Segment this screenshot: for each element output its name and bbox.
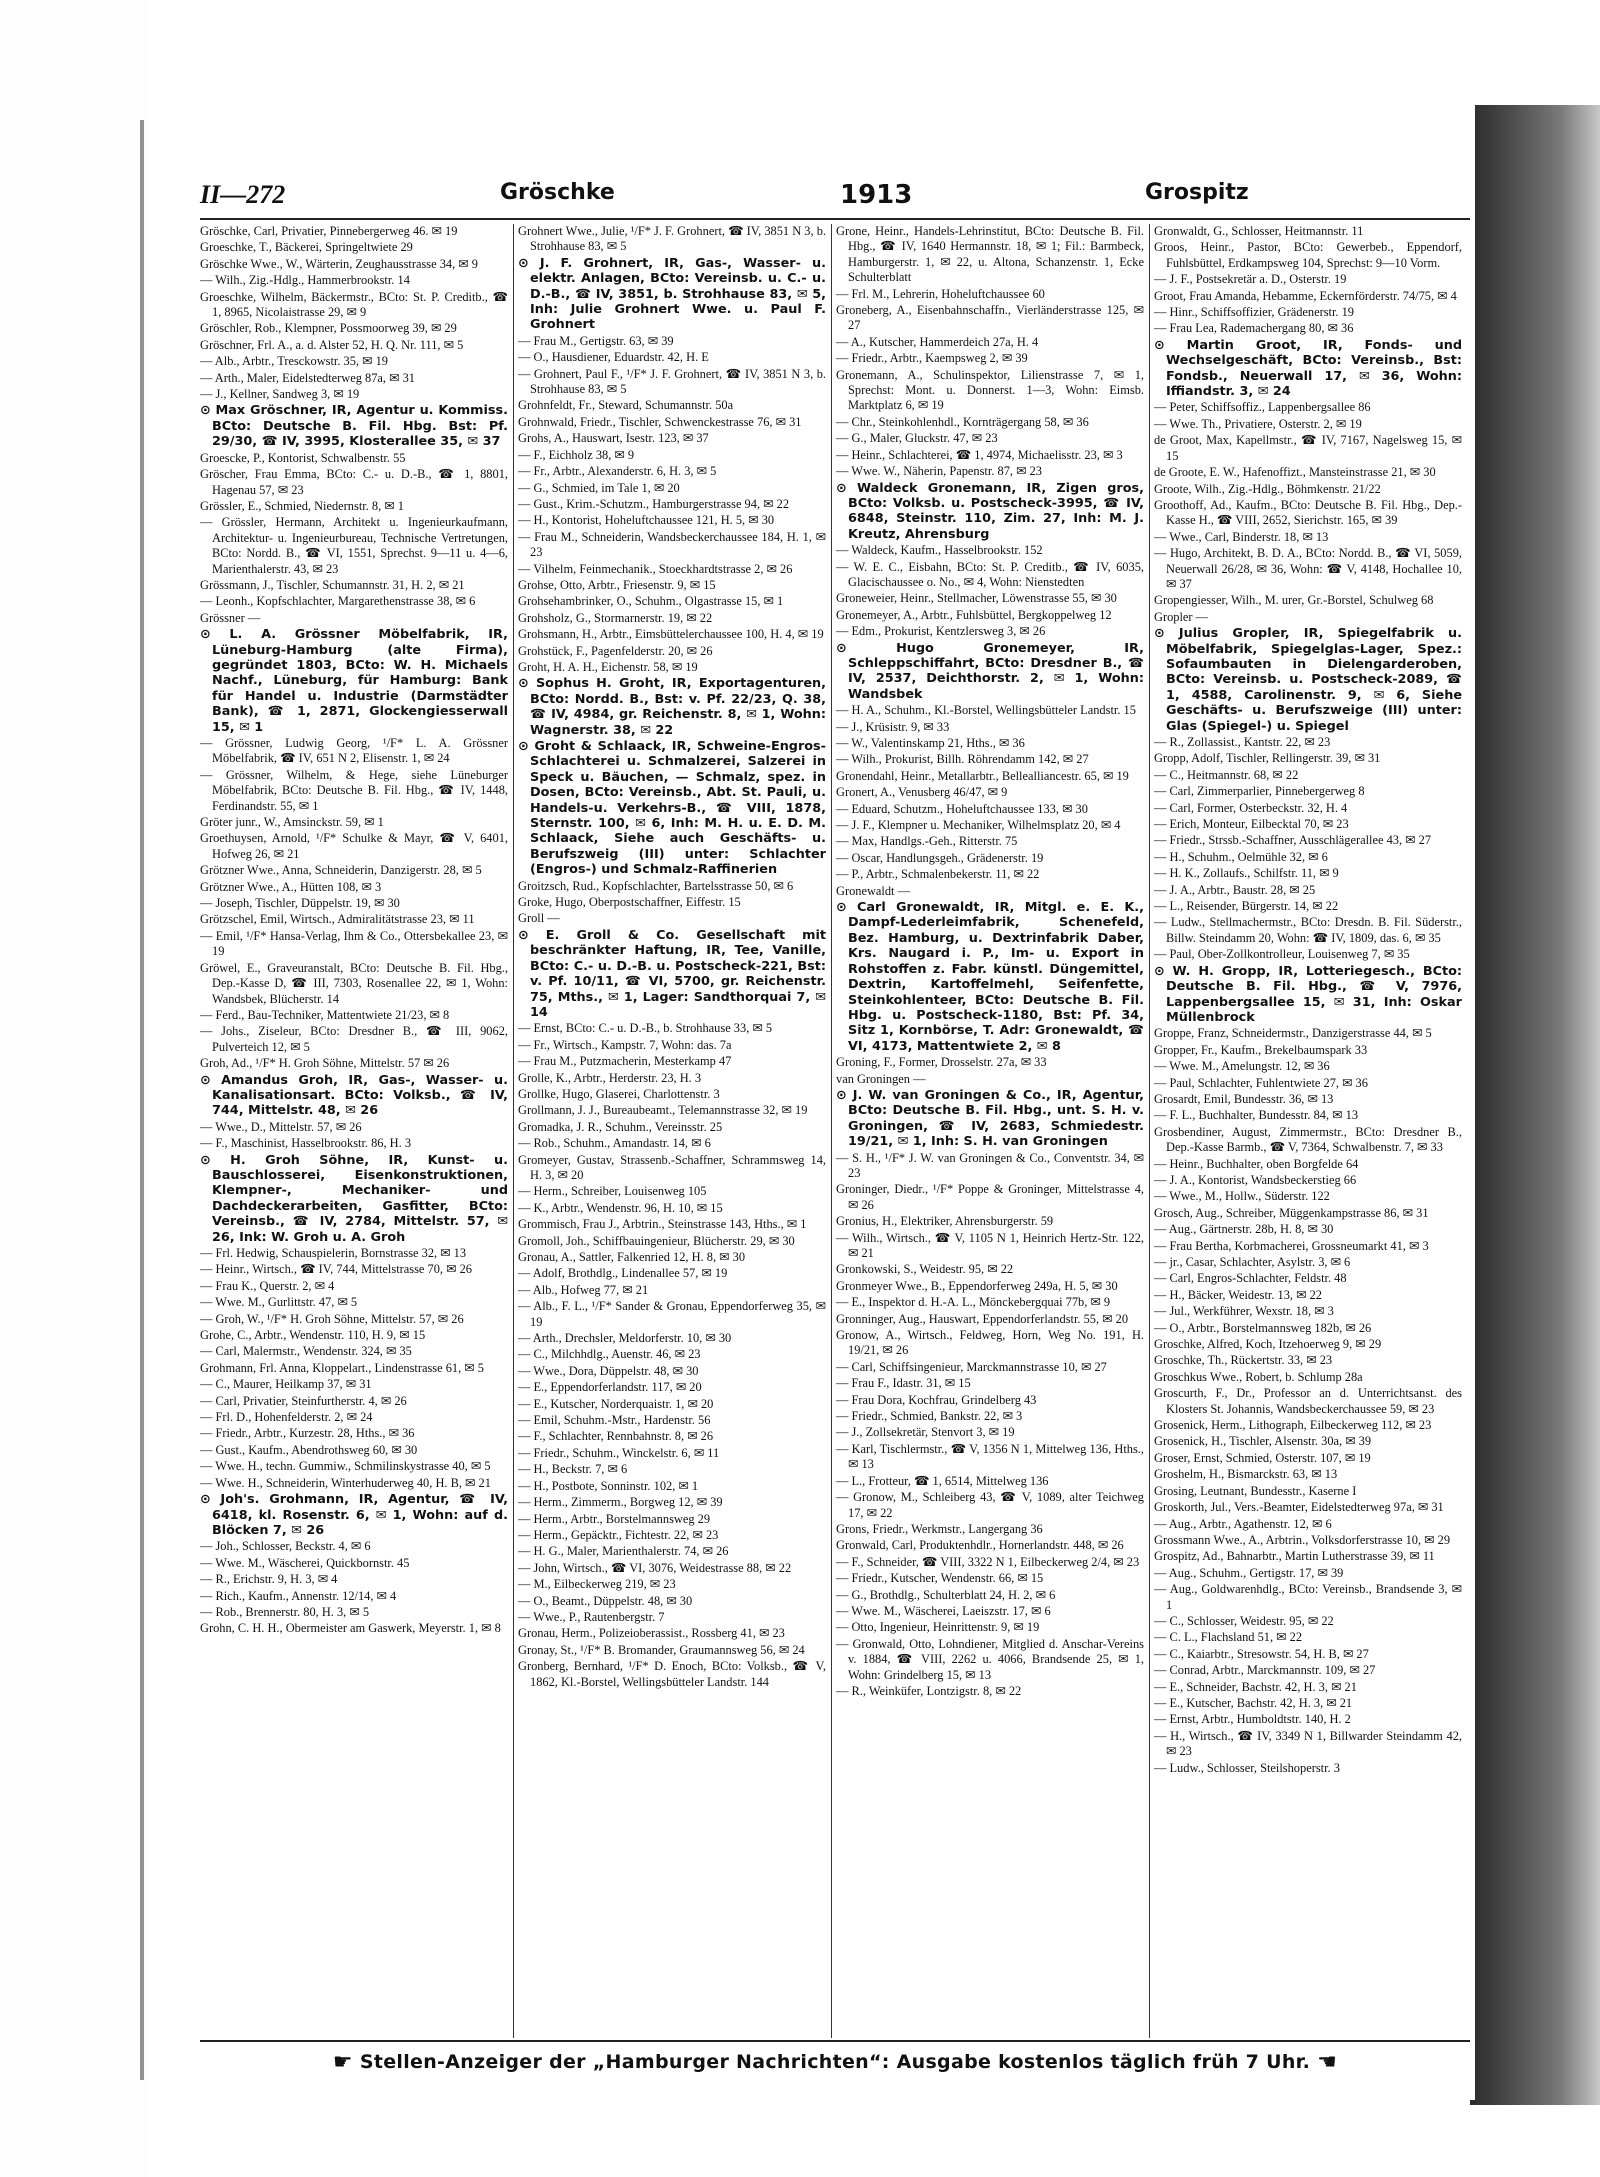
directory-entry: Grosenick, Herm., Lithograph, Eilbeckerweg 112, ✉ 23 <box>1154 1418 1432 1433</box>
directory-entry: — Gronwald, Otto, Lohndiener, Mitglied d. Anschar-Vereins v. 1884, ☎ VIII, 2262 u. 4066, Brandsende 25, ✉ 1, Wohn: Grindelberg 15, ✉ 13 <box>836 1636 1144 1682</box>
directory-entry: Gronberg, Bernhard, ¹/F* D. Enoch, BCto: Volksb., ☎ V, 1862, Kl.-Borstel, Wellingsbütteler Landstr. 144 <box>518 1659 826 1689</box>
directory-entry: — F., Schlachter, Rennbahnstr. 8, ✉ 26 <box>518 1429 714 1444</box>
directory-entry: ⊙ Sophus H. Groht, IR, Exportagenturen, BCto: Nordd. B., Bst: v. Pf. 22/23, Q. 38, ☎ IV, 4984, gr. Reichenstr. 8, ✉ 1, Wohn: Wagnerstr. 38, ✉ 22 <box>518 676 826 738</box>
directory-entry: — Herm., Gepäcktr., Fichtestr. 22, ✉ 23 <box>518 1527 719 1542</box>
directory-entry: — J. A., Arbtr., Baustr. 28, ✉ 25 <box>1154 882 1316 897</box>
directory-entry: Gronninger, Aug., Hauswart, Eppendorferlandstr. 55, ✉ 20 <box>836 1311 1129 1326</box>
directory-entry: Grosch, Aug., Schreiber, Müggenkampstrasse 86, ✉ 31 <box>1154 1205 1429 1220</box>
directory-entry: — Ferd., Bau-Techniker, Mattentwiete 21/23, ✉ 8 <box>200 1007 450 1022</box>
pointing-hand-right-icon: ☚ <box>1317 2050 1338 2075</box>
directory-entry: — Wilh., Prokurist, Billh. Röhrendamm 142, ✉ 27 <box>836 752 1089 767</box>
directory-entry: Gropp, Adolf, Tischler, Rellingerstr. 39, ✉ 31 <box>1154 751 1381 766</box>
directory-entry: — P., Arbtr., Schmalenbekerstr. 11, ✉ 22 <box>836 867 1040 882</box>
directory-entry: — R., Weinküfer, Lontzigstr. 8, ✉ 22 <box>836 1683 1022 1698</box>
directory-entry: — Eduard, Schutzm., Hoheluftchaussee 133, ✉ 30 <box>836 801 1088 816</box>
directory-entry: — Frau K., Querstr. 2, ✉ 4 <box>200 1278 335 1293</box>
directory-entry: — Joh., Schlosser, Beckstr. 4, ✉ 6 <box>200 1539 371 1554</box>
column-divider <box>1149 224 1150 2038</box>
directory-entry: Grössmann, J., Tischler, Schumannstr. 31, H. 2, ✉ 21 <box>200 577 465 592</box>
directory-entry: — O., Arbtr., Borstelmannsweg 182b, ✉ 26 <box>1154 1320 1372 1335</box>
directory-entry: Gronwald, Carl, Produktenhdlr., Hornerlandstr. 448, ✉ 26 <box>836 1538 1124 1553</box>
directory-entry: — Wilh., Wirtsch., ☎ V, 1105 N 1, Heinrich Hertz-Str. 122, ✉ 21 <box>836 1230 1144 1260</box>
directory-entry: — J. A., Kontorist, Wandsbeckerstieg 66 <box>1154 1172 1357 1187</box>
directory-entry: Groshelm, H., Bismarckstr. 63, ✉ 13 <box>1154 1467 1338 1482</box>
footer-rule <box>200 2040 1470 2042</box>
directory-entry: — Frau Bertha, Korbmacherei, Grossneumarkt 41, ✉ 3 <box>1154 1238 1429 1253</box>
column-divider <box>513 224 514 2038</box>
directory-entry: — Ludw., Stellmachermstr., BCto: Dresdn. B. Fil. Süderstr., Billw. Steindamm 20, Wohn: ☎ IV, 1809, das. 6, ✉ 35 <box>1154 915 1462 945</box>
directory-entry: — M., Eilbeckerweg 219, ✉ 23 <box>518 1577 676 1592</box>
directory-entry: — Fr., Arbtr., Alexanderstr. 6, H. 3, ✉ 5 <box>518 464 717 479</box>
directory-entry: Gromeyer, Gustav, Strassenb.-Schaffner, Schrammsweg 14, H. 3, ✉ 20 <box>518 1152 826 1182</box>
directory-entry: Groser, Ernst, Schmied, Osterstr. 107, ✉ 19 <box>1154 1450 1371 1465</box>
directory-entry: — J., Zollsekretär, Stenvort 3, ✉ 19 <box>836 1425 1015 1440</box>
directory-entry: — Frl. D., Hohenfelderstr. 2, ✉ 24 <box>200 1410 373 1425</box>
directory-entry: — H., Bäcker, Weidestr. 13, ✉ 22 <box>1154 1287 1322 1302</box>
directory-entry: — Grössner, Ludwig Georg, ¹/F* L. A. Grössner Möbelfabrik, ☎ IV, 651 N 2, Elisenstr. 1, ✉ 24 <box>200 736 508 766</box>
directory-entry: Grolle, K., Arbtr., Herderstr. 23, H. 3 <box>518 1070 702 1085</box>
directory-entry: — Grössler, Hermann, Architekt u. Ingenieurkaufmann, Architektur- u. Ingenieurbureau, Technische Vertretungen, BCto: Nordd. B., ☎ VI, 1551, Sprechst. 9—11 u. 4—6, Marienthalerstr. 43, ✉ 23 <box>200 515 508 576</box>
directory-entry: — Fr., Wirtsch., Kampstr. 7, Wohn: das. 7a <box>518 1037 732 1052</box>
directory-entry: — L., Frotteur, ☎ 1, 6514, Mittelweg 136 <box>836 1473 1049 1488</box>
directory-entry: — H., Postbote, Sonninstr. 102, ✉ 1 <box>518 1478 699 1493</box>
directory-page <box>150 100 1475 2100</box>
directory-entry: — E., Eppendorferlandstr. 117, ✉ 20 <box>518 1380 702 1395</box>
directory-entry: — Wwe., P., Rautenbergstr. 7 <box>518 1609 665 1624</box>
directory-entry: — G., Schmied, im Tale 1, ✉ 20 <box>518 480 680 495</box>
directory-entry: Gröschke Wwe., W., Wärterin, Zeughausstrasse 34, ✉ 9 <box>200 256 478 271</box>
directory-entry: Groot, Frau Amanda, Hebamme, Eckernförderstr. 74/75, ✉ 4 <box>1154 288 1457 303</box>
directory-entry: — H., Wirtsch., ☎ IV, 3349 N 1, Billwarder Steindamm 42, ✉ 23 <box>1154 1728 1462 1759</box>
directory-entry: — J. F., Klempner u. Mechaniker, Wilhelmsplatz 20, ✉ 4 <box>836 818 1121 833</box>
directory-entry: — Peter, Schiffsoffiz., Lappenbergsallee 86 <box>1154 400 1371 415</box>
directory-entry: — C., Heitmannstr. 68, ✉ 22 <box>1154 767 1299 782</box>
directory-entry: Grosing, Leutnant, Bundesstr., Kaserne I <box>1154 1483 1357 1498</box>
directory-entry: — F., Schneider, ☎ VIII, 3322 N 1, Eilbeckerweg 2/4, ✉ 23 <box>836 1554 1140 1569</box>
directory-entry: — H., Kontorist, Hoheluftchaussee 121, H. 5, ✉ 30 <box>518 513 775 528</box>
directory-entry: Gronay, St., ¹/F* B. Bromander, Graumannsweg 56, ✉ 24 <box>518 1642 805 1657</box>
footer-advert-text: Stellen-Anzeiger der „Hamburger Nachrichten“: Ausgabe kostenlos täglich früh 7 Uhr. <box>359 2051 1311 2073</box>
directory-entry: — Heinr., Buchhalter, oben Borgfelde 64 <box>1154 1156 1359 1171</box>
directory-entry: — Alb., Arbtr., Tresckowstr. 35, ✉ 19 <box>200 354 388 369</box>
directory-entry: — Rob., Brennerstr. 80, H. 3, ✉ 5 <box>200 1604 370 1619</box>
directory-entry: Grospitz, Ad., Bahnarbtr., Martin Lutherstrasse 39, ✉ 11 <box>1154 1549 1435 1564</box>
directory-entry: — Wwe. M., Wäscherei, Laeiszstr. 17, ✉ 6 <box>836 1603 1051 1618</box>
directory-entry: — Aug., Arbtr., Agathenstr. 12, ✉ 6 <box>1154 1516 1332 1531</box>
directory-entry: Groos, Heinr., Pastor, BCto: Gewerbeb., Eppendorf, Fuhlsbüttel, Erdkampsweg 104, Sprechst: 9—10 Vorm. <box>1154 240 1462 270</box>
directory-entry: Groitzsch, Rud., Kopfschlachter, Bartelsstrasse 50, ✉ 6 <box>518 878 794 893</box>
directory-entry: ⊙ Waldeck Gronemann, IR, Zigen gros, BCto: Volksb. u. Postscheck-3995, ☎ IV, 6848, Steinstr. 110, Zim. 27, Inh: M. J. Kreutz, Ahrensburg <box>836 480 1144 542</box>
directory-entry: Groneweier, Heinr., Stellmacher, Löwenstrasse 55, ✉ 30 <box>836 591 1117 606</box>
running-head <box>200 180 1470 216</box>
directory-entry: — Frl. M., Lehrerin, Hoheluftchaussee 60 <box>836 286 1045 301</box>
directory-entry: — Frau M., Schneiderin, Wandsbeckerchaussee 184, H. 1, ✉ 23 <box>518 529 826 560</box>
directory-entry: — Rob., Schuhm., Amandastr. 14, ✉ 6 <box>518 1136 711 1151</box>
directory-entry: — Wwe., Dora, Düppelstr. 48, ✉ 30 <box>518 1363 699 1378</box>
directory-entry: — Chr., Steinkohlenhdl., Kornträgergang 58, ✉ 36 <box>836 414 1089 429</box>
directory-entry: Grohnfeldt, Fr., Steward, Schumannstr. 50a <box>518 398 734 413</box>
directory-entry: Groht, H. A. H., Eichenstr. 58, ✉ 19 <box>518 659 698 674</box>
directory-entry: ⊙ H. Groh Söhne, IR, Kunst- u. Bauschlosserei, Eisenkonstruktionen, Klempner-, Mechaniker- und Dachdeckerarbeiten, Gasfitter, BCto: Vereinsb., ☎ IV, 2784, Mittelstr. 57, ✉ 26, Ink: W. Groh u. A. Groh <box>200 1152 508 1245</box>
directory-entry: Groschke, Alfred, Koch, Itzehoerweg 9, ✉ 29 <box>1154 1337 1382 1352</box>
directory-entry: Gronau, Herm., Polizeioberassist., Rossberg 41, ✉ 23 <box>518 1626 785 1641</box>
directory-entry: — Erich, Monteur, Eilbecktal 70, ✉ 23 <box>1154 817 1349 832</box>
directory-entry: — Wwe. H., Schneiderin, Winterhuderweg 40, H. B, ✉ 21 <box>200 1475 491 1490</box>
directory-entry: — L., Reisender, Bürgerstr. 14, ✉ 22 <box>1154 899 1339 914</box>
directory-entry: — Wwe. Th., Privatiere, Osterstr. 2, ✉ 19 <box>1154 416 1362 431</box>
directory-entry: — Aug., Goldwarenhdlg., BCto: Vereinsb., Brandsende 3, ✉ 1 <box>1154 1582 1462 1612</box>
directory-entry: Gronemann, A., Schulinspektor, Lilienstrasse 7, ✉ 1, Sprechst: Mont. u. Donnerst. 1—3, Wohn: Eimsb. Marktplatz 6, ✉ 19 <box>836 367 1144 413</box>
directory-entry: Grohstück, F., Pagenfelderstr. 20, ✉ 26 <box>518 643 713 658</box>
directory-entry: — O., Hausdiener, Eduardstr. 42, H. E <box>518 350 709 365</box>
directory-entry: — Gust., Kaufm., Abendrothsweg 60, ✉ 30 <box>200 1442 418 1457</box>
directory-entry: — Aug., Schuhm., Gertigstr. 17, ✉ 39 <box>1154 1565 1344 1580</box>
directory-entry: — Friedr., Arbtr., Kaempsweg 2, ✉ 39 <box>836 351 1028 366</box>
directory-entry: Gromoll, Joh., Schiffbauingenieur, Blücherstr. 29, ✉ 30 <box>518 1233 795 1248</box>
directory-entry: ⊙ Hugo Gronemeyer, IR, Schleppschiffahrt, BCto: Dresdner B., ☎ IV, 2537, Deichthorstr. 2, ✉ 1, Wohn: Wandsbek <box>836 640 1144 702</box>
directory-entry: — Frau F., Idastr. 31, ✉ 15 <box>836 1376 971 1391</box>
directory-entry: — Friedr., Kutscher, Wendenstr. 66, ✉ 15 <box>836 1571 1044 1586</box>
directory-entry: Gröter junr., W., Amsinckstr. 59, ✉ 1 <box>200 815 384 830</box>
directory-entry: ⊙ J. F. Grohnert, IR, Gas-, Wasser- u. elektr. Anlagen, BCto: Vereinsb. u. C.- u. D.-B., ☎ IV, 3851, b. Strohhause 83, ✉ 5, Inh: Julie Grohnert Wwe. u. Paul F. Grohnert <box>518 255 826 333</box>
directory-entry: — Aug., Gärtnerstr. 28b, H. 8, ✉ 30 <box>1154 1222 1334 1237</box>
column-divider <box>831 224 832 2038</box>
directory-entry: — K., Arbtr., Wendenstr. 96, H. 10, ✉ 15 <box>518 1200 723 1215</box>
directory-entry: — Ernst, BCto: C.- u. D.-B., b. Strohhause 33, ✉ 5 <box>518 1021 773 1036</box>
directory-entry: Grosbendiner, August, Zimmermstr., BCto: Dresdner B., Dep.-Kasse Barmb., ☎ V, 7364, Schwalbenstr. 7, ✉ 33 <box>1154 1124 1462 1155</box>
directory-entry: ⊙ W. H. Gropp, IR, Lotteriegesch., BCto: Deutsche B. Fil. Hbg., ☎ V, 7976, Lappenbergsallee 15, ✉ 31, Inh: Oskar Müllenbrock <box>1154 963 1462 1025</box>
directory-entry: Grötzschel, Emil, Wirtsch., Admiralitätstrasse 23, ✉ 11 <box>200 912 475 927</box>
directory-entry: Grommisch, Frau J., Arbtrin., Steinstrasse 143, Hths., ✉ 1 <box>518 1217 807 1232</box>
column-3 <box>836 224 1144 2038</box>
directory-entry: — Arth., Drechsler, Meldorferstr. 10, ✉ 30 <box>518 1331 732 1346</box>
directory-entry: van Groningen — <box>836 1071 926 1086</box>
directory-entry: — Edm., Prokurist, Kentzlersweg 3, ✉ 26 <box>836 624 1046 639</box>
directory-entry: Groskorth, Jul., Vers.-Beamter, Eidelstedterweg 97a, ✉ 31 <box>1154 1500 1444 1515</box>
directory-entry: Gröscher, Frau Emma, BCto: C.- u. D.-B., ☎ 1, 8801, Hagenau 57, ✉ 23 <box>200 467 508 497</box>
directory-entry: — R., Erichstr. 9, H. 3, ✉ 4 <box>200 1572 338 1587</box>
directory-entry: Gronendahl, Heinr., Metallarbtr., Bellealliancestr. 65, ✉ 19 <box>836 768 1129 783</box>
directory-entry: Grohsholz, G., Stormarnerstr. 19, ✉ 22 <box>518 610 713 625</box>
directory-entry: Gronau, A., Sattler, Falkenried 12, H. 8, ✉ 30 <box>518 1250 746 1264</box>
directory-entry: — Paul, Schlachter, Fuhlentwiete 27, ✉ 36 <box>1154 1075 1368 1090</box>
directory-entry: — Wwe. M., Amelungstr. 12, ✉ 36 <box>1154 1059 1330 1074</box>
directory-entry: — Herm., Schreiber, Louisenweg 105 <box>518 1184 707 1199</box>
directory-entry: — G., Brothdlg., Schulterblatt 24, H. 2, ✉ 6 <box>836 1587 1056 1602</box>
directory-entry: Grons, Friedr., Werkmstr., Langergang 36 <box>836 1521 1043 1536</box>
directory-entry: Gröschner, Frl. A., a. d. Alster 52, H. Q. Nr. 111, ✉ 5 <box>200 337 464 352</box>
directory-entry: — Frl. Hedwig, Schauspielerin, Bornstrasse 32, ✉ 13 <box>200 1246 467 1260</box>
directory-entry: — Leonh., Kopfschlachter, Margarethenstrasse 38, ✉ 6 <box>200 594 476 609</box>
column-2 <box>518 224 826 2038</box>
directory-entry: Grossmann Wwe., A., Arbtrin., Volksdorferstrasse 10, ✉ 29 <box>1154 1532 1451 1547</box>
directory-entry: — Hugo, Architekt, B. D. A., BCto: Nordd. B., ☎ VI, 5059, Neuerwall 26/28, ✉ 36, Wohn: ☎ V, 4148, Hochallee 10, ✉ 37 <box>1154 546 1462 591</box>
directory-entry: Groschkus Wwe., Robert, b. Schlump 28a <box>1154 1369 1363 1384</box>
directory-entry: — Joseph, Tischler, Düppelstr. 19, ✉ 30 <box>200 896 400 911</box>
directory-entry: ⊙ Julius Gropler, IR, Spiegelfabrik u. Möbelfabrik, Spiegelglas-Lager, Spez.: Sofaumbauten in Dielengarderoben, BCto: Vereinsb. u. Postscheck-2089, ☎ 1, 4588, Carolinenstr. 9, ✉ 6, Siehe Geschäfts- u. Berufszweige (III) unter: Glas (Spiegel-) u. Spiegel <box>1154 626 1462 734</box>
directory-entry: Gropper, Fr., Kaufm., Brekelbaumspark 33 <box>1154 1042 1368 1057</box>
directory-entry: — Herm., Arbtr., Borstelmannsweg 29 <box>518 1511 711 1526</box>
directory-entry: Grohs, A., Hauswart, Isestr. 123, ✉ 37 <box>518 431 709 446</box>
directory-entry: — Frau Lea, Rademachergang 80, ✉ 36 <box>1154 321 1354 336</box>
directory-entry: — Friedr., Schuhm., Winckelstr. 6, ✉ 11 <box>518 1445 720 1460</box>
book-gutter-shadow <box>1470 105 1600 2105</box>
first-entry-keyword: Gröschke <box>500 180 615 205</box>
directory-entry: — Wwe. M., Gurlittstr. 47, ✉ 5 <box>200 1295 358 1310</box>
directory-entry: — F. L., Buchhalter, Bundesstr. 84, ✉ 13 <box>1154 1108 1359 1123</box>
directory-entry: ⊙ Joh's. Grohmann, IR, Agentur, ☎ IV, 6418, kl. Rosenstr. 6, ✉ 1, Wohn: auf d. Blöcken 7, ✉ 26 <box>200 1492 508 1538</box>
directory-entry: — Carl, Malermstr., Wendenstr. 324, ✉ 35 <box>200 1344 412 1359</box>
directory-entry: Groppe, Franz, Schneidermstr., Danzigerstrasse 44, ✉ 5 <box>1154 1026 1432 1041</box>
directory-entry: Gronert, A., Venusberg 46/47, ✉ 9 <box>836 785 1008 800</box>
directory-entry: Grosardt, Emil, Bundesstr. 36, ✉ 13 <box>1154 1091 1334 1106</box>
page-number: II—272 <box>200 180 286 209</box>
directory-entry: — J., Kellner, Sandweg 3, ✉ 19 <box>200 387 360 402</box>
directory-entry: Groh, Ad., ¹/F* H. Groh Söhne, Mittelstr. 57 ✉ 26 <box>200 1056 450 1071</box>
directory-entry: Groeschke, Wilhelm, Bäckermstr., BCto: St. P. Creditb., ☎ 1, 8965, Nicolaistrasse 29, ✉ 9 <box>200 289 508 320</box>
directory-entry: — Carl, Engros-Schlachter, Feldstr. 48 <box>1154 1271 1347 1286</box>
directory-entry: — Carl, Privatier, Steinfurtherstr. 4, ✉ 26 <box>200 1393 407 1408</box>
directory-entry: Grötzner Wwe., A., Hütten 108, ✉ 3 <box>200 879 382 894</box>
directory-entry: Groninger, Diedr., ¹/F* Poppe & Groninger, Mittelstrasse 4, ✉ 26 <box>836 1182 1144 1212</box>
directory-entry: — F., Eichholz 38, ✉ 9 <box>518 447 635 462</box>
directory-entry: Grössner — <box>200 610 261 625</box>
directory-entry: — Conrad, Arbtr., Marckmannstr. 109, ✉ 27 <box>1154 1663 1376 1678</box>
directory-entry: — Wwe. W., Näherin, Papenstr. 87, ✉ 23 <box>836 464 1042 479</box>
directory-entry: Grohsehambrinker, O., Schuhm., Olgastrasse 15, ✉ 1 <box>518 594 784 609</box>
directory-entry: Gronwaldt, G., Schlosser, Heitmannstr. 11 <box>1154 224 1364 238</box>
directory-entry: — H. G., Maler, Marienthalerstr. 74, ✉ 26 <box>518 1544 729 1559</box>
facing-page-edge <box>140 120 144 2080</box>
directory-entry: — Arth., Maler, Eidelstedterweg 87a, ✉ 31 <box>200 370 415 385</box>
directory-entry: — E., Schneider, Bachstr. 42, H. 3, ✉ 21 <box>1154 1679 1357 1694</box>
directory-entry: — Wilh., Zig.-Hdlg., Hammerbrookstr. 14 <box>200 273 410 288</box>
directory-entry: — E., Inspektor d. H.-A. L., Mönckebergquai 77b, ✉ 9 <box>836 1295 1111 1310</box>
directory-entry: — Ernst, Arbtr., Humboldtstr. 140, H. 2 <box>1154 1712 1351 1727</box>
directory-entry: — G., Maler, Gluckstr. 47, ✉ 23 <box>836 431 998 446</box>
last-entry-keyword: Grospitz <box>1145 180 1249 205</box>
directory-entry: ⊙ Groht & Schlaack, IR, Schweine-Engros-Schlachterei u. Schmalzerei, Salzerei in Speck u. Bäuchen, — Schmalz, spez. in Dosen, BCto: Vereinsb., Abt. St. Pauli, u. Handels-u. Verkehrs-B., ☎ VIII, 1878, Sternstr. 100, ✉ 6, Inh: M. H. u. E. D. M. Schlaack, Siehe auch Geschäfts- u. Berufszweig (III) unter: Schlachter (Engros-) und Schmalz-Raffinerien <box>518 739 826 878</box>
directory-entry: — Gust., Krim.-Schutzm., Hamburgerstrasse 94, ✉ 22 <box>518 496 790 511</box>
directory-entry: — C., Kaiarbtr., Stresowstr. 54, H. B, ✉ 27 <box>1154 1646 1369 1661</box>
facing-page-margin <box>0 0 148 2177</box>
directory-entry: Grone, Heinr., Handels-Lehrinstitut, BCto: Deutsche B. Fil. Hbg., ☎ IV, 1640 Hermannstr. 18, ✉ 1; Fil.: Barmbeck, Hamburgerstr. 1, ✉ 22, u. Altona, Schanzenstr. 1, Ecke Schulterblatt <box>836 224 1144 285</box>
directory-year: 1913 <box>840 180 913 210</box>
directory-entry: — John, Wirtsch., ☎ VI, 3076, Weidestrasse 88, ✉ 22 <box>518 1560 792 1575</box>
directory-entry: — Grössner, Wilhelm, & Hege, siehe Lüneburger Möbelfabrik, BCto: Deutsche B. Fil. Hbg., ☎ IV, 1448, Ferdinandstr. 55, ✉ 1 <box>200 767 508 813</box>
directory-entry: Grötzner Wwe., Anna, Schneiderin, Danzigerstr. 28, ✉ 5 <box>200 863 482 878</box>
directory-entry: — Emil, ¹/F* Hansa-Verlag, Ihm & Co., Ottersbekallee 23, ✉ 19 <box>200 928 508 959</box>
directory-entry: — H., Schuhm., Oelmühle 32, ✉ 6 <box>1154 849 1328 864</box>
directory-entry: Grohmann, Frl. Anna, Kloppelart., Lindenstrasse 61, ✉ 5 <box>200 1360 484 1375</box>
directory-entry: — Frau Dora, Kochfrau, Grindelberg 43 <box>836 1392 1037 1407</box>
directory-entry: Grohn, C. H. H., Obermeister am Gaswerk, Meyerstr. 1, ✉ 8 <box>200 1621 501 1636</box>
directory-entry: Grohse, Otto, Arbtr., Friesenstr. 9, ✉ 15 <box>518 577 716 592</box>
directory-entry: — Friedr., Strssb.-Schaffner, Ausschlägerallee 43, ✉ 27 <box>1154 833 1432 848</box>
directory-entry: Gröwel, E., Graveuranstalt, BCto: Deutsche B. Fil. Hbg., Dep.-Kasse D, ☎ III, 7303, Rosenallee 22, ✉ 1, Wohn: Wandsbek, Blücherstr. 14 <box>200 960 508 1006</box>
directory-entry: — E., Kutscher, Norderquaistr. 1, ✉ 20 <box>518 1396 714 1411</box>
directory-entry: ⊙ Max Gröschner, IR, Agentur u. Kommiss. BCto: Deutsche B. Fil. Hbg. Bst: Pf. 29/30, ☎ IV, 3995, Klosterallee 35, ✉ 37 <box>200 403 508 450</box>
directory-entry: — Wwe., D., Mittelstr. 57, ✉ 26 <box>200 1119 362 1134</box>
directory-entry: — Herm., Zimmerm., Borgweg 12, ✉ 39 <box>518 1495 723 1510</box>
directory-entry: ⊙ Carl Gronewaldt, IR, Mitgl. e. E. K., Dampf-Lederleimfabrik, Schenefeld, Bez. Hamburg, u. Dextrinfabrik Daber, Krs. Naugard i. P., Im- u. Export in Rohstoffen z. Fabr. künstl. Düngemittel, Dextrin, Kartoffelmehl, Seifenfette, Steinkohlenteer, BCto: Deutsche B. Fil. Hbg. u. Postscheck-1180, Bst: Pf. 34, Sitz 1, Kornbörse, T. Adr: Gronewaldt, ☎ VI, 4173, Mattentwiete 2, ✉ 8 <box>836 900 1144 1054</box>
directory-entry: Groschke, Th., Rückertstr. 33, ✉ 23 <box>1154 1353 1333 1368</box>
directory-entry: Gromadka, J. R., Schuhm., Vereinsstr. 25 <box>518 1119 723 1134</box>
directory-entry: Grollke, Hugo, Glaserei, Charlottenstr. 3 <box>518 1086 720 1101</box>
directory-entry: — Gronow, M., Schleiberg 43, ☎ V, 1089, alter Teichweg 17, ✉ 22 <box>836 1490 1144 1520</box>
directory-entry: Grohsmann, H., Arbtr., Eimsbüttelerchaussee 100, H. 4, ✉ 19 <box>518 627 824 642</box>
directory-entry: Gronmeyer Wwe., B., Eppendorferweg 249a, H. 5, ✉ 30 <box>836 1278 1118 1293</box>
directory-entry: — Friedr., Schmied, Bankstr. 22, ✉ 3 <box>836 1409 1023 1424</box>
directory-entry: — Waldeck, Kaufm., Hasselbrookstr. 152 <box>836 543 1043 558</box>
directory-entry: Groke, Hugo, Oberpostschaffner, Eiffestr. 15 <box>518 895 741 910</box>
directory-entry: — H. A., Schuhm., Kl.-Borstel, Wellingsbütteler Landstr. 15 <box>836 703 1136 718</box>
column-1 <box>200 224 508 2038</box>
directory-entry: — Wwe. M., Wäscherei, Quickbornstr. 45 <box>200 1555 410 1570</box>
directory-entry: — Otto, Ingenieur, Heinrittenstr. 9, ✉ 19 <box>836 1620 1040 1635</box>
directory-entry: — Johs., Ziseleur, BCto: Dresdner B., ☎ III, 9062, Pulverteich 12, ✉ 5 <box>200 1024 508 1054</box>
directory-entry: de Groot, Max, Kapellmstr., ☎ IV, 7167, Nagelsweg 15, ✉ 15 <box>1154 433 1462 463</box>
directory-entry: Grollmann, J. J., Bureaubeamt., Telemannstrasse 32, ✉ 19 <box>518 1103 808 1118</box>
directory-columns <box>200 224 1470 2038</box>
directory-entry: ⊙ J. W. van Groningen & Co., IR, Agentur, BCto: Deutsche B. Fil. Hbg., unt. S. H. v. Groningen, ☎ IV, 2683, Schmiedestr. 19/21, ✉ 1, Inh: S. H. van Groningen <box>836 1087 1144 1150</box>
directory-entry: Grössler, E., Schmied, Niedernstr. 8, ✉ 1 <box>200 498 404 513</box>
directory-entry: — C. L., Flachsland 51, ✉ 22 <box>1154 1630 1303 1645</box>
directory-entry: Gropengiesser, Wilh., M. urer, Gr.-Borstel, Schulweg 68 <box>1154 593 1434 608</box>
directory-entry: — C., Milchhdlg., Auenstr. 46, ✉ 23 <box>518 1347 701 1362</box>
directory-entry: — Alb., Hofweg 77, ✉ 21 <box>518 1282 649 1297</box>
directory-entry: — Jul., Werkführer, Wexstr. 18, ✉ 3 <box>1154 1304 1334 1319</box>
directory-entry: — Oscar, Handlungsgeh., Grädenerstr. 19 <box>836 850 1044 865</box>
directory-entry: Groethuysen, Arnold, ¹/F* Schulke & Mayr, ☎ V, 6401, Hofweg 26, ✉ 21 <box>200 831 508 861</box>
directory-entry: — Wwe., M., Hollw., Süderstr. 122 <box>1154 1189 1330 1204</box>
directory-entry: ⊙ E. Groll & Co. Gesellschaft mit beschränkter Haftung, IR, Tee, Vanille, BCto: C.- u. D.-B. u. Postscheck-221, Bst: v. Pf. 10/11, ☎ VI, 5700, gr. Reichenstr. 75, Mths., ✉ 1, Lager: Sandthorquai 7, ✉ 14 <box>518 927 826 1020</box>
directory-entry: — J., Krüsistr. 9, ✉ 33 <box>836 719 950 734</box>
directory-entry: ⊙ L. A. Grössner Möbelfabrik, IR, Lüneburg-Hamburg (alte Firma), gegründet 1803, BCto: W. H. Michaels Nachf., Lüneburg, für Hamburg: Bank für Handel u. Industrie (Darmstädter Bank), ☎ 1, 2871, Glockengiesserwall 15, ✉ 1 <box>200 627 508 735</box>
directory-entry: Grohnert Wwe., Julie, ¹/F* J. F. Grohnert, ☎ IV, 3851 N 3, b. Strohhause 83, ✉ 5 <box>518 224 826 254</box>
directory-entry: ⊙ Amandus Groh, IR, Gas-, Wasser- u. Kanalisationsart. BCto: Volksb., ☎ IV, 744, Mittelstr. 48, ✉ 26 <box>200 1072 508 1119</box>
directory-entry: Gröschke, Carl, Privatier, Pinnebergerweg 46. ✉ 19 <box>200 224 458 238</box>
directory-entry: — Friedr., Arbtr., Kurzestr. 28, Hths., ✉ 36 <box>200 1426 415 1441</box>
directory-entry: Gronemeyer, A., Arbtr., Fuhlsbüttel, Bergkoppelweg 12 <box>836 607 1112 622</box>
directory-entry: — Frau M., Gertigstr. 63, ✉ 39 <box>518 333 674 348</box>
directory-entry: — R., Zollassist., Kantstr. 22, ✉ 23 <box>1154 735 1331 749</box>
directory-entry: — Carl, Schiffsingenieur, Marckmannstrasse 10, ✉ 27 <box>836 1359 1107 1374</box>
directory-entry: — Adolf, Brothdlg., Lindenallee 57, ✉ 19 <box>518 1266 728 1281</box>
directory-entry: Grohe, C., Arbtr., Wendenstr. 110, H. 9, ✉ 15 <box>200 1328 426 1343</box>
directory-entry: — S. H., ¹/F* J. W. van Groningen & Co., Conventstr. 34, ✉ 23 <box>836 1150 1144 1180</box>
directory-entry: — C., Maurer, Heilkamp 37, ✉ 31 <box>200 1377 372 1392</box>
directory-entry: — Wwe., Carl, Binderstr. 18, ✉ 13 <box>1154 529 1329 544</box>
directory-entry: — Heinr., Schlachterei, ☎ 1, 4974, Michaelisstr. 23, ✉ 3 <box>836 447 1123 462</box>
directory-entry: — E., Kutscher, Bachstr. 42, H. 3, ✉ 21 <box>1154 1695 1353 1710</box>
pointing-hand-left-icon: ☛ <box>332 2050 353 2075</box>
directory-entry: — C., Schlosser, Weidestr. 95, ✉ 22 <box>1154 1613 1334 1628</box>
directory-entry: Gronewaldt — <box>836 883 910 898</box>
directory-entry: — Heinr., Wirtsch., ☎ IV, 744, Mittelstrasse 70, ✉ 26 <box>200 1262 472 1277</box>
directory-entry: — Ludw., Schlosser, Steilshoperstr. 3 <box>1154 1760 1340 1775</box>
directory-entry: Groote, Wilh., Zig.-Hdlg., Böhmkenstr. 21/22 <box>1154 481 1381 496</box>
directory-entry: — H., Beckstr. 7, ✉ 6 <box>518 1462 628 1477</box>
directory-entry: Grohnwald, Friedr., Tischler, Schwenckestrasse 76, ✉ 31 <box>518 414 802 429</box>
directory-entry: Groeschke, T., Bäckerei, Springeltwiete 29 <box>200 240 413 255</box>
directory-entry: Groll — <box>518 911 560 926</box>
directory-entry: — Max, Handlgs.-Geh., Ritterstr. 75 <box>836 834 1018 849</box>
directory-entry: — W., Valentinskamp 21, Hths., ✉ 36 <box>836 736 1025 750</box>
directory-entry: — Vilhelm, Feinmechanik., Stoeckhardtstrasse 2, ✉ 26 <box>518 561 793 576</box>
directory-entry: Groscurth, F., Dr., Professor an d. Unterrichtsanst. des Klosters St. Johannis, Wandsbeckerchaussee 59, ✉ 23 <box>1154 1386 1462 1416</box>
directory-entry: Gronow, A., Wirtsch., Feldweg, Horn, Weg No. 191, H. 19/21, ✉ 26 <box>836 1328 1144 1358</box>
directory-entry: — Carl, Zimmerparlier, Pinnebergerweg 8 <box>1154 784 1365 799</box>
directory-entry: Groning, F., Former, Drosselstr. 27a, ✉ 33 <box>836 1055 1047 1070</box>
directory-entry: — Groh, W., ¹/F* H. Groh Söhne, Mittelstr. 57, ✉ 26 <box>200 1311 464 1326</box>
directory-entry: — F., Maschinist, Hasselbrookstr. 86, H. 3 <box>200 1136 412 1151</box>
advertisement-footer <box>200 2050 1470 2080</box>
directory-entry: Gröschler, Rob., Klempner, Possmoorweg 39, ✉ 29 <box>200 321 457 336</box>
directory-entry: — Alb., F. L., ¹/F* Sander & Gronau, Eppendorferweg 35, ✉ 19 <box>518 1299 826 1329</box>
directory-entry: Gronius, H., Elektriker, Ahrensburgerstr. 59 <box>836 1214 1054 1229</box>
directory-entry: — Emil, Schuhm.-Mstr., Hardenstr. 56 <box>518 1413 711 1428</box>
directory-entry: — Paul, Ober-Zollkontrolleur, Louisenweg 7, ✉ 35 <box>1154 947 1410 962</box>
column-4 <box>1154 224 1462 2038</box>
directory-entry: — Frau M., Putzmacherin, Mesterkamp 47 <box>518 1054 732 1069</box>
directory-entry: Groneberg, A., Eisenbahnschaffn., Vierländerstrasse 125, ✉ 27 <box>836 303 1144 333</box>
directory-entry: — O., Beamt., Düppelstr. 48, ✉ 30 <box>518 1593 693 1608</box>
header-rule <box>200 218 1470 220</box>
directory-entry: ⊙ Martin Groot, IR, Fonds- und Wechselgeschäft, BCto: Vereinsb., Bst: Fondsb., Neuerwall 17, ✉ 36, Wohn: Iffiandstr. 3, ✉ 24 <box>1154 337 1462 400</box>
directory-entry: Gronkowski, S., Weidestr. 95, ✉ 22 <box>836 1262 1014 1277</box>
directory-entry: — A., Kutscher, Hammerdeich 27a, H. 4 <box>836 334 1039 349</box>
directory-entry: — H. K., Zollaufs., Schilfstr. 11, ✉ 9 <box>1154 866 1339 881</box>
directory-entry: — Grohnert, Paul F., ¹/F* J. F. Grohnert, ☎ IV, 3851 N 3, b. Strohhause 83, ✉ 5 <box>518 366 826 397</box>
directory-entry: — jr., Casar, Schlachter, Asylstr. 3, ✉ 6 <box>1154 1255 1351 1269</box>
directory-entry: de Groote, E. W., Hafenoffizt., Mansteinstrasse 21, ✉ 30 <box>1154 465 1436 480</box>
directory-entry: — Karl, Tischlermstr., ☎ V, 1356 N 1, Mittelweg 136, Hths., ✉ 13 <box>836 1441 1144 1472</box>
directory-entry: Gropler — <box>1154 609 1209 624</box>
directory-entry: Grosenick, H., Tischler, Alsenstr. 30a, ✉ 39 <box>1154 1434 1372 1449</box>
directory-entry: Groothoff, Ad., Kaufm., BCto: Deutsche B. Fil. Hbg., Dep.-Kasse H., ☎ VIII, 2652, Sierichstr. 165, ✉ 39 <box>1154 497 1462 528</box>
directory-entry: — Carl, Former, Osterbeckstr. 32, H. 4 <box>1154 800 1348 815</box>
directory-entry: — Hinr., Schiffsoffizier, Grädenerstr. 19 <box>1154 305 1355 320</box>
directory-entry: — J. F., Postsekretär a. D., Osterstr. 19 <box>1154 272 1347 287</box>
directory-entry: Groescke, P., Kontorist, Schwalbenstr. 55 <box>200 450 406 465</box>
directory-entry: — W. E. C., Eisbahn, BCto: St. P. Creditb., ☎ IV, 6035, Glacischaussee o. No., ✉ 4, Wohn: Nienstedten <box>836 559 1144 589</box>
directory-entry: — Rich., Kaufm., Annenstr. 12/14, ✉ 4 <box>200 1588 397 1603</box>
directory-entry: — Wwe. H., techn. Gummiw., Schmilinskystrasse 40, ✉ 5 <box>200 1459 491 1474</box>
